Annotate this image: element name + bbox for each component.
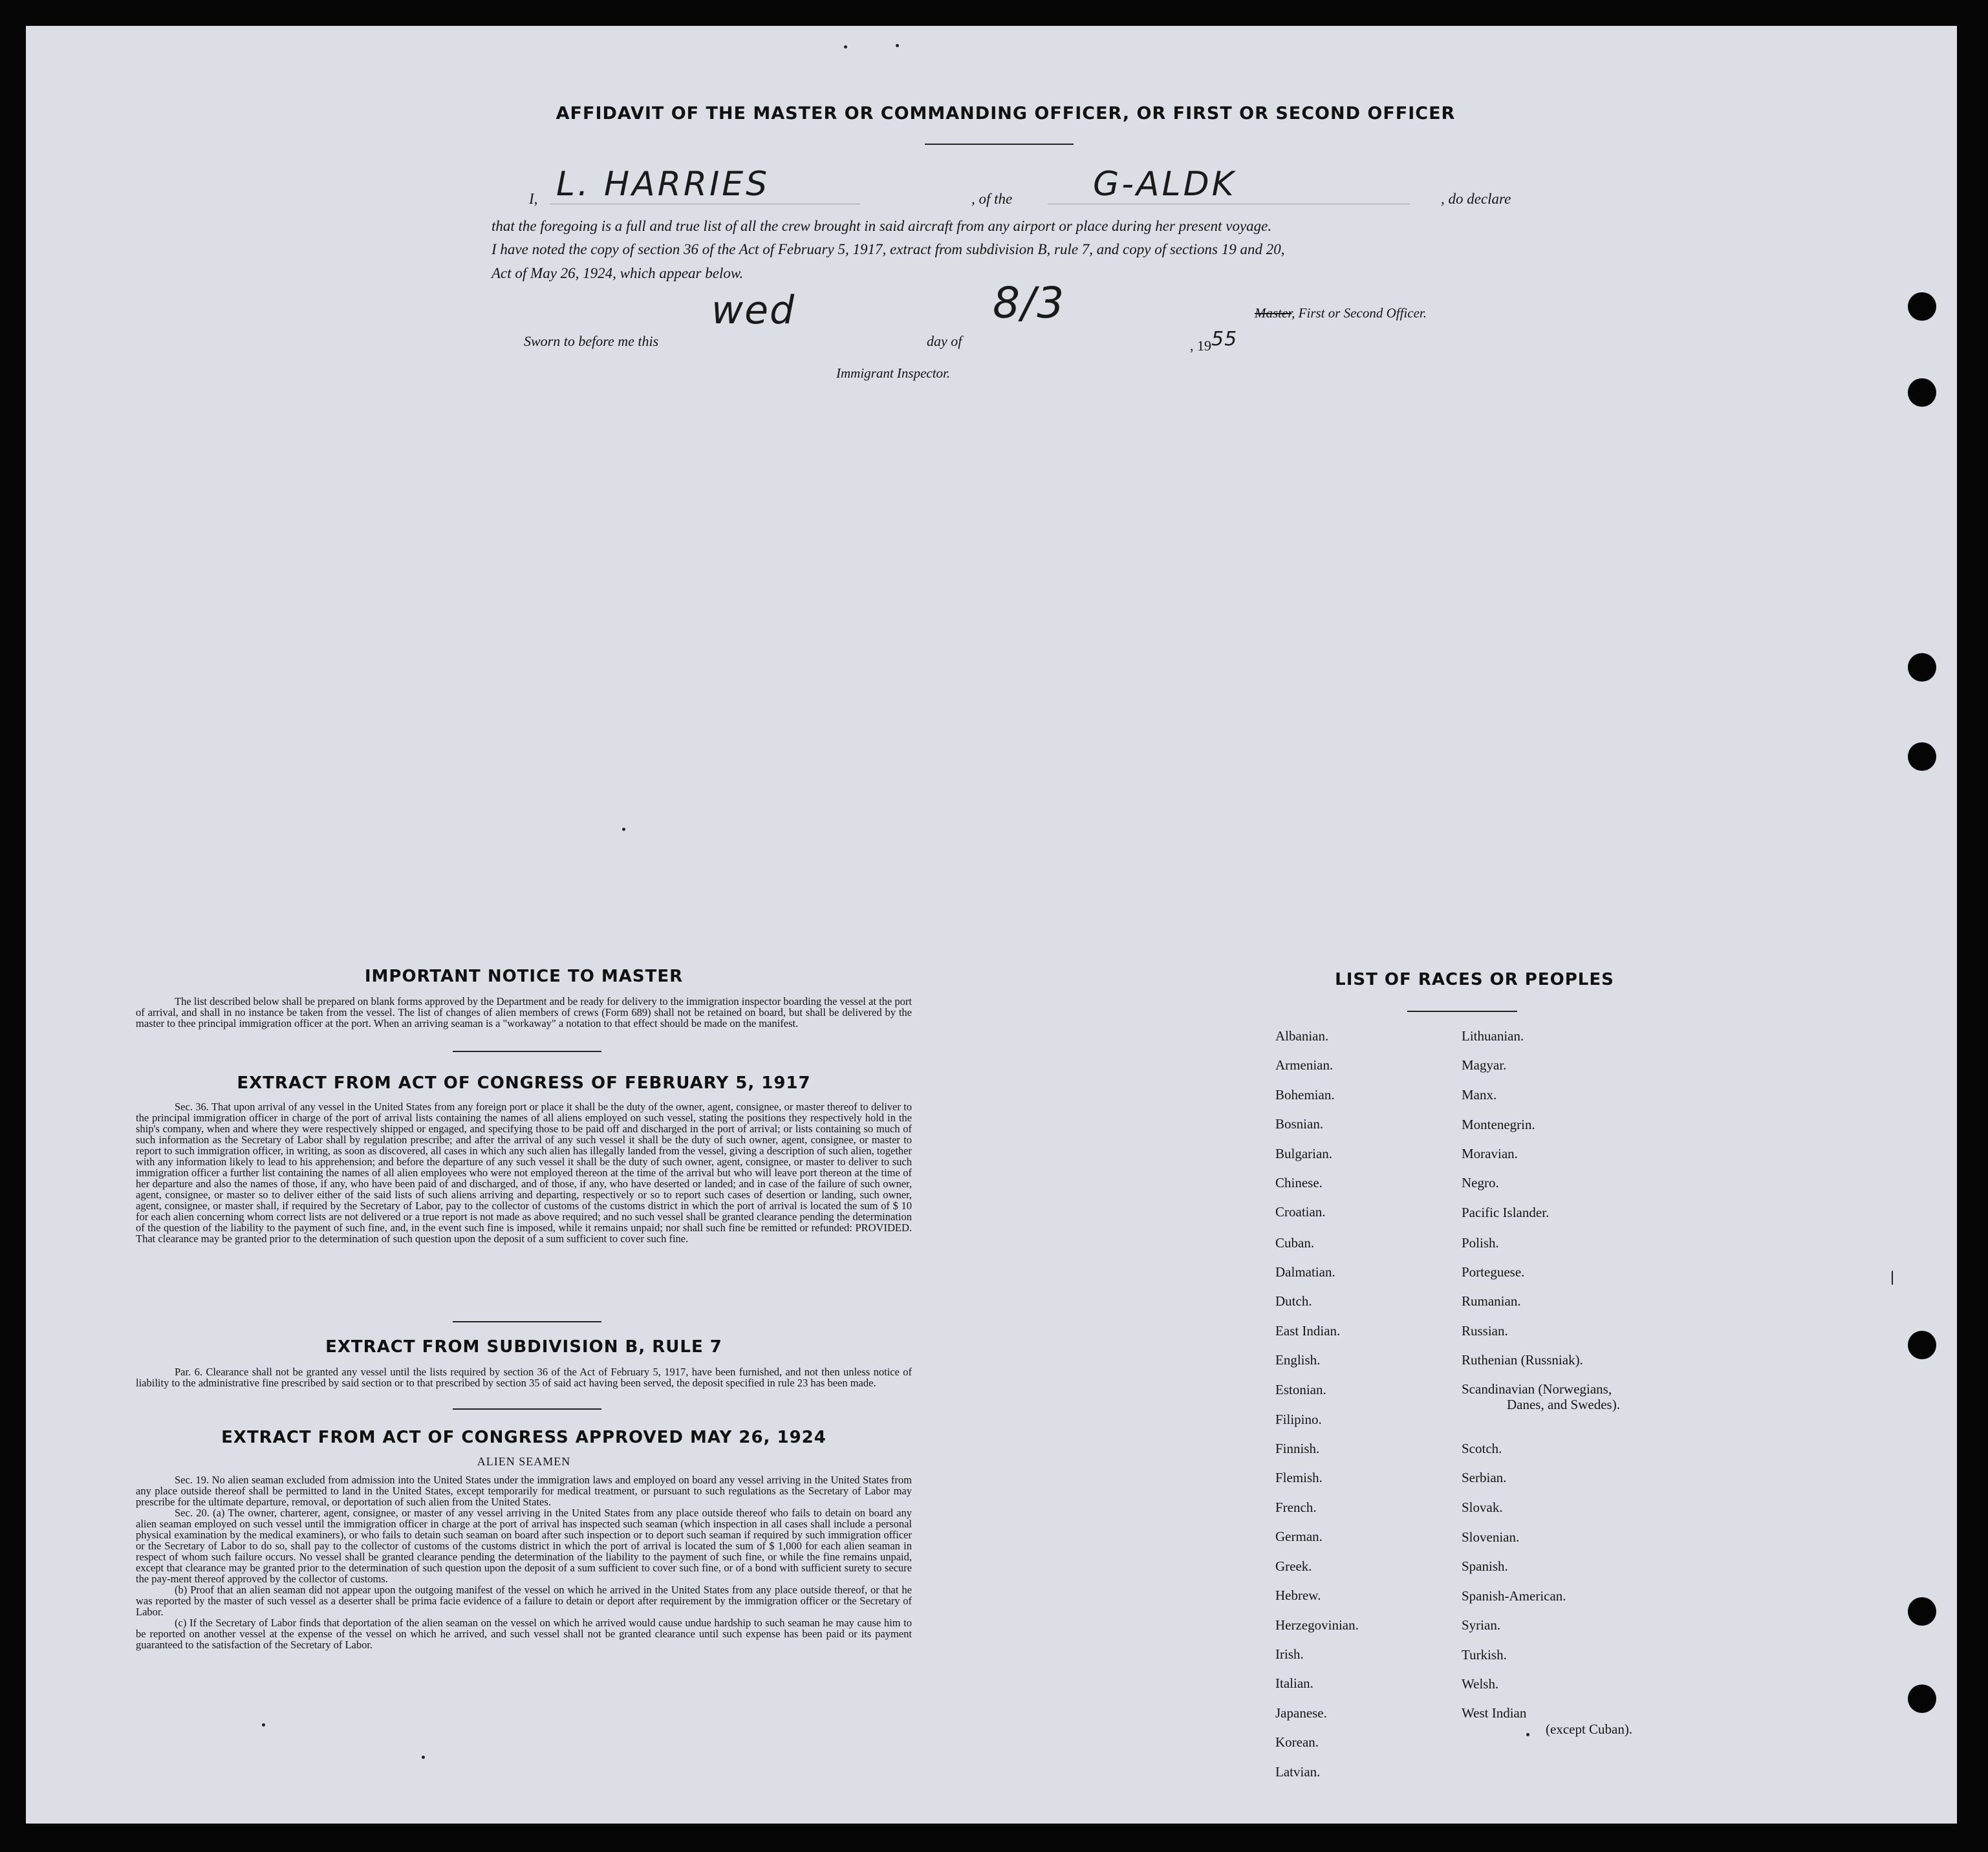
race-item: Pacific Islander.	[1462, 1205, 1550, 1220]
race-item: Herzegovinian.	[1275, 1617, 1359, 1633]
officer-signature-line	[1255, 305, 1427, 321]
race-item: Irish.	[1275, 1646, 1304, 1662]
extract1924-sec19: Sec. 19. No alien seaman excluded from admission into the United States under the immigration laws and employed on board any vessel arriving in the United States from any place outside thereof shall be permitted to land in the United States, except temporarily for medical treatment, or pursuant to such regulations as the Secretary of Labor may prescribe for the ultimate departure, removal, or deportation of such alien from the United States.	[136, 1474, 912, 1508]
punch-hole	[1908, 1685, 1936, 1713]
race-item: Korean.	[1275, 1734, 1319, 1750]
rule7-text: Par. 6. Clearance shall not be granted any vessel until the lists required by section 36 of the Act of February 5, 1917, have been furnished, and not then unless notice of liability to the administrative fine prescribed by said section or to that prescribed by section 35 of said act having been served, the deposit specified in rule 23 has been made.	[136, 1366, 912, 1389]
vessel-handwritten: G-ALDK	[1093, 165, 1237, 204]
notice-rule	[453, 1051, 601, 1052]
race-item-continuation: (except Cuban).	[1546, 1721, 1633, 1737]
officer-rest: , First or Second Officer.	[1291, 305, 1427, 321]
inspector-label: Immigrant Inspector.	[836, 365, 951, 381]
affidavit-line1	[492, 165, 1539, 207]
scan-speck	[896, 44, 899, 47]
race-item: Japanese.	[1275, 1705, 1327, 1721]
race-item: Montenegrin.	[1462, 1117, 1535, 1132]
master-name-handwritten: L. HARRIES	[556, 165, 770, 204]
race-item: Spanish-American.	[1462, 1588, 1566, 1604]
affidavit-line4: Act of May 26, 1924, which appear below.	[492, 265, 744, 281]
race-item: Dutch.	[1275, 1293, 1312, 1309]
of-the-label: , of the	[971, 191, 1013, 207]
race-item: Welsh.	[1462, 1676, 1499, 1692]
i-label: I,	[529, 191, 538, 207]
race-item: Negro.	[1462, 1175, 1499, 1190]
race-item: Syrian.	[1462, 1617, 1501, 1633]
scan-speck	[622, 828, 625, 831]
notice-text: The list described below shall be prepared on blank forms approved by the Department and be ready for delivery to the immigration inspector boarding the vessel at the port of arrival, and shall in no instance be taken from the vessel. The list of changes of alien members of crews (Form 689) shall not be retained on board, but shall be delivered by the master to thee principal immigration officer at the port. When an arriving seaman is a "workaway" a notation to that effect should be made on the manifest.	[136, 995, 912, 1029]
extract1924-sec20b: (b) Proof that an alien seaman did not appear upon the outgoing manifest of the vessel on which he arrived in the United States from any place outside thereof, or that he was reported by the master of such vessel as a deserter shall be prima facie evidence of a failure to detain or deport after requirement by the immigration officer or the Secretary of Labor.	[136, 1584, 912, 1618]
race-item: Chinese.	[1275, 1175, 1323, 1190]
extract1924-sec20c: (c) If the Secretary of Labor finds that deportation of the alien seaman on the vessel on which he arrived would cause undue hardship to such seaman he may cause him to be reported on another vessel at the expense of the vessel on which he arrived, and such vessel shall not be granted clearance until such expense has been paid or its payment guaranteed to the satisfaction of the Secretary of Labor.	[136, 1617, 912, 1651]
rule7-title: EXTRACT FROM SUBDIVISION B, RULE 7	[325, 1337, 722, 1357]
punch-hole	[1908, 292, 1936, 321]
extract1924-text	[136, 1474, 912, 1650]
races-title-rule	[1407, 1011, 1517, 1012]
notice-title: IMPORTANT NOTICE TO MASTER	[364, 967, 684, 986]
race-item: Scotch.	[1462, 1441, 1502, 1456]
race-item: Rumanian.	[1462, 1293, 1521, 1309]
extract1924-sec20a: Sec. 20. (a) The owner, charterer, agent, consignee, or master of any vessel arriving in the United States from any place outside thereof who fails to detain on board any alien seaman employed on such vessel until the immigration officer in charge at the port of arrival has inspected such seaman (which inspection in all cases shall include a personal physical examination by the medical examiners), or who fails to detain such seaman on board after such inspection or to deport such seaman if required by such immigration officer or the Secretary of Labor to do so, shall pay to the collector of customs of the customs district in which the port of arrival is located the sum of $ 1,000 for each alien seaman in respect of whom such failure occurs. No vessel shall be granted clearance pending the determination of the liability to the payment of such fine, or while the fine remains unpaid, except that clearance may be granted prior to the determination of such question upon the deposit of a sum sufficient to cover such fine, or of a bond with sufficient surety to secure the pay-ment thereof approved by the collector of customs.	[136, 1507, 912, 1585]
sworn-month-handwritten: 8/3	[993, 278, 1066, 328]
race-item: English.	[1275, 1352, 1321, 1368]
race-item: Scandinavian (Norwegians,	[1462, 1381, 1612, 1397]
scan-speck	[422, 1756, 425, 1759]
race-item: Latvian.	[1275, 1764, 1321, 1780]
race-item: Manx.	[1462, 1087, 1497, 1103]
race-item: Magyar.	[1462, 1057, 1507, 1073]
race-item-continuation: Danes, and Swedes).	[1507, 1397, 1620, 1412]
scan-speck	[1892, 1271, 1896, 1285]
race-item: Ruthenian (Russniak).	[1462, 1352, 1583, 1368]
punch-hole	[1908, 378, 1936, 407]
officer-master-struck: Master	[1255, 305, 1292, 321]
race-item: Hebrew.	[1275, 1588, 1321, 1603]
race-item: Slovenian.	[1462, 1529, 1520, 1545]
race-item: Italian.	[1275, 1675, 1313, 1691]
race-item: French.	[1275, 1500, 1317, 1515]
race-item: Dalmatian.	[1275, 1264, 1335, 1280]
race-item: Armenian.	[1275, 1057, 1334, 1073]
punch-hole	[1908, 1331, 1936, 1359]
race-item: West Indian	[1462, 1705, 1527, 1721]
race-item: German.	[1275, 1529, 1323, 1544]
race-item: Croatian.	[1275, 1204, 1326, 1220]
race-item: Greek.	[1275, 1558, 1312, 1574]
race-item: Estonian.	[1275, 1382, 1326, 1397]
race-item: Spanish.	[1462, 1558, 1508, 1574]
race-item: Albanian.	[1275, 1028, 1329, 1044]
sworn-label: Sworn to before me this	[524, 333, 659, 349]
affidavit-line2: that the foregoing is a full and true list of all the crew brought in said aircraft from any airport or place during her present voyage.	[492, 218, 1272, 234]
sworn-day-handwritten: wed	[711, 288, 796, 333]
race-item: Bosnian.	[1275, 1116, 1324, 1132]
do-declare-label: , do declare	[1441, 191, 1511, 207]
extract1917-title: EXTRACT FROM ACT OF CONGRESS OF FEBRUARY 5, 1917	[237, 1073, 811, 1093]
race-item: Finnish.	[1275, 1441, 1320, 1456]
year-line	[1190, 328, 1238, 356]
document-sheet	[26, 26, 1957, 1824]
race-item: Lithuanian.	[1462, 1028, 1524, 1044]
race-item: Slovak.	[1462, 1500, 1503, 1515]
race-item: Bulgarian.	[1275, 1146, 1333, 1161]
scan-speck	[262, 1723, 265, 1727]
race-item: East Indian.	[1275, 1323, 1341, 1339]
affidavit-title-rule	[925, 144, 1074, 145]
race-item: Porteguese.	[1462, 1264, 1525, 1280]
punch-hole	[1908, 1597, 1936, 1626]
day-of-label: day of	[927, 333, 962, 349]
punch-hole	[1908, 742, 1936, 771]
year-prefix: , 19	[1190, 338, 1211, 354]
race-item: Bohemian.	[1275, 1087, 1335, 1103]
extract1924-subtitle: ALIEN SEAMEN	[477, 1455, 571, 1468]
race-item: Moravian.	[1462, 1146, 1518, 1161]
races-title: LIST OF RACES OR PEOPLES	[1335, 970, 1614, 989]
race-item: Polish.	[1462, 1235, 1499, 1251]
affidavit-line3: I have noted the copy of section 36 of the Act of February 5, 1917, extract from subdivision B, rule 7, and copy of sections 19 and 20,	[492, 241, 1285, 257]
scan-speck	[844, 45, 847, 48]
extract1917-text: Sec. 36. That upon arrival of any vessel in the United States from any foreign port or place it shall be the duty of the owner, agent, consignee, or master thereof to deliver to the principal immigration officer in charge of the port of arrival lists containing the names of all aliens employed on such vessel, stating the positions they respectively hold in the ship's company, when and where they were respectively shipped or engaged, and specifying those to be paid off and discharged in the port of arrival; or lists containing so much of such information as the Secretary of Labor shall by regulation prescribe; and after the arrival of any such vessel it shall be the duty of such owner, agent, consignee, or master to report to such immigration officer, in writing, as soon as discovered, all cases in which any such alien has illegally landed from the vessel, giving a description of such alien, together with any information likely to lead to his apprehension; and before the departure of any such vessel it shall be the duty of such owner, agent, consignee, or master to deliver to such immigration officer a further list containing the names of all alien employees who were not employed thereon at the time of the arrival but who will leave port thereon at the time of her departure and also the names of those, if any, who have been paid of and discharged, and of those, if any, who have deserted or landed; and in case of the failure of such owner, agent, consignee, or master so to deliver either of the said lists of such aliens arriving and departing, respectively or so to report such cases of desertion or landing, such owner, agent, consignee, or master shall, if required by the Secretary of Labor, pay to the collector of customs of the customs district in which the port of arrival is located the sum of $ 10 for each alien concerning whom correct lists are not delivered or a true report is not made as above required; and no such vessel shall be granted clearance pending the determination of the question of the liability to the payment of such fine, and, in the event such fine is imposed, while it remains unpaid; nor shall such fine be remitted or refunded: PROVIDED. That clearance may be granted prior to the determination of such question upon the deposit of a sum sufficient to cover such fine.	[136, 1101, 912, 1245]
extract1917-rule	[453, 1321, 601, 1322]
punch-hole	[1908, 653, 1936, 682]
race-item: Russian.	[1462, 1323, 1508, 1339]
rule7-rule	[453, 1408, 601, 1410]
race-item: Cuban.	[1275, 1235, 1315, 1251]
year-handwritten: 55	[1211, 328, 1238, 350]
extract1924-title: EXTRACT FROM ACT OF CONGRESS APPROVED MAY 26, 1924	[221, 1428, 827, 1447]
affidavit-title: AFFIDAVIT OF THE MASTER OR COMMANDING OFFICER, OR FIRST OR SECOND OFFICER	[556, 103, 1456, 124]
race-item: Serbian.	[1462, 1470, 1507, 1485]
race-item: Turkish.	[1462, 1647, 1507, 1663]
race-item: Flemish.	[1275, 1470, 1323, 1485]
race-item: Filipino.	[1275, 1412, 1322, 1427]
scan-speck	[1526, 1733, 1529, 1736]
